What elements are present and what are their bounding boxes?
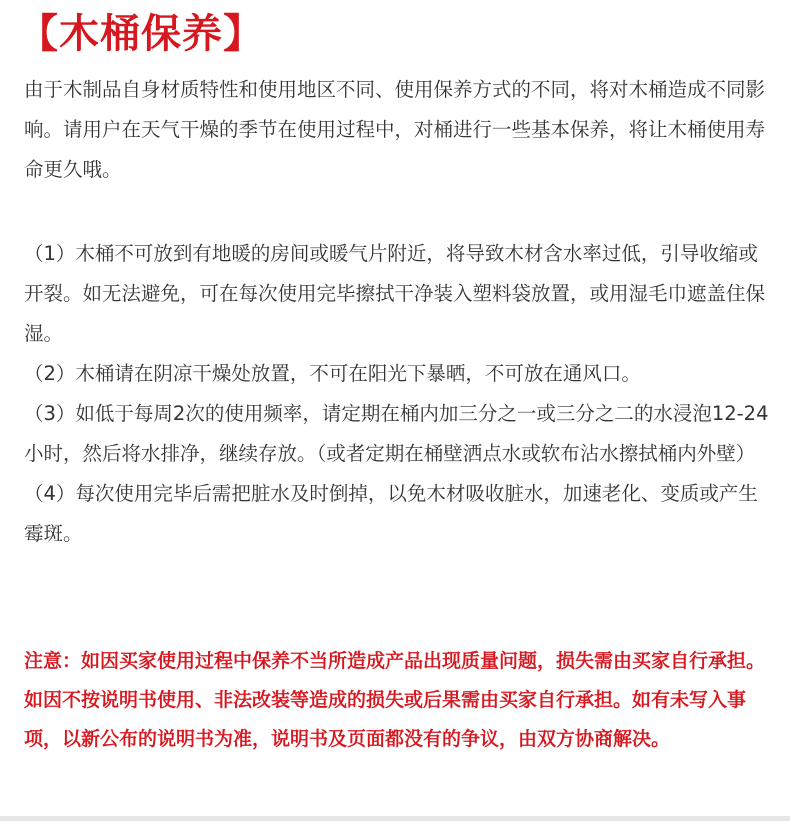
- page-title: 【木桶保养】: [18, 11, 264, 57]
- notice-paragraph: 注意：如因买家使用过程中保养不当所造成产品出现质量问题，损失需由买家自行承担。如因不按说明书使用、非法改装等造成的损失或后果需由买家自行承担。如有未写入事项，以新公布的说明书为准，说明书及页面都没有的争议，由双方协商解决。: [24, 650, 766, 750]
- care-item-4: （4）每次使用完毕后需把脏水及时倒掉，以免木材吸收脏水，加速老化、变质或产生霉斑。: [24, 482, 758, 545]
- care-instructions-list: [24, 234, 772, 554]
- bottom-divider: [0, 816, 790, 821]
- care-item-2: （2）木桶请在阴凉干燥处放置，不可在阳光下暴晒，不可放在通风口。: [24, 362, 641, 385]
- intro-paragraph: 由于木制品自身材质特性和使用地区不同、使用保养方式的不同，将对木桶造成不同影响。请用户在天气干燥的季节在使用过程中，对桶进行一些基本保养，将让木桶使用寿命更久哦。: [24, 78, 766, 181]
- care-item-3: （3）如低于每周2次的使用频率，请定期在桶内加三分之一或三分之二的水浸泡12-24小时，然后将水排净，继续存放。（或者定期在桶壁洒点水或软布沾水擦拭桶内外壁）: [24, 402, 769, 465]
- care-item-1: （1）木桶不可放到有地暖的房间或暖气片附近，将导致木材含水率过低，引导收缩或开裂。如无法避免，可在每次使用完毕擦拭干净装入塑料袋放置，或用湿毛巾遮盖住保湿。: [24, 242, 766, 345]
